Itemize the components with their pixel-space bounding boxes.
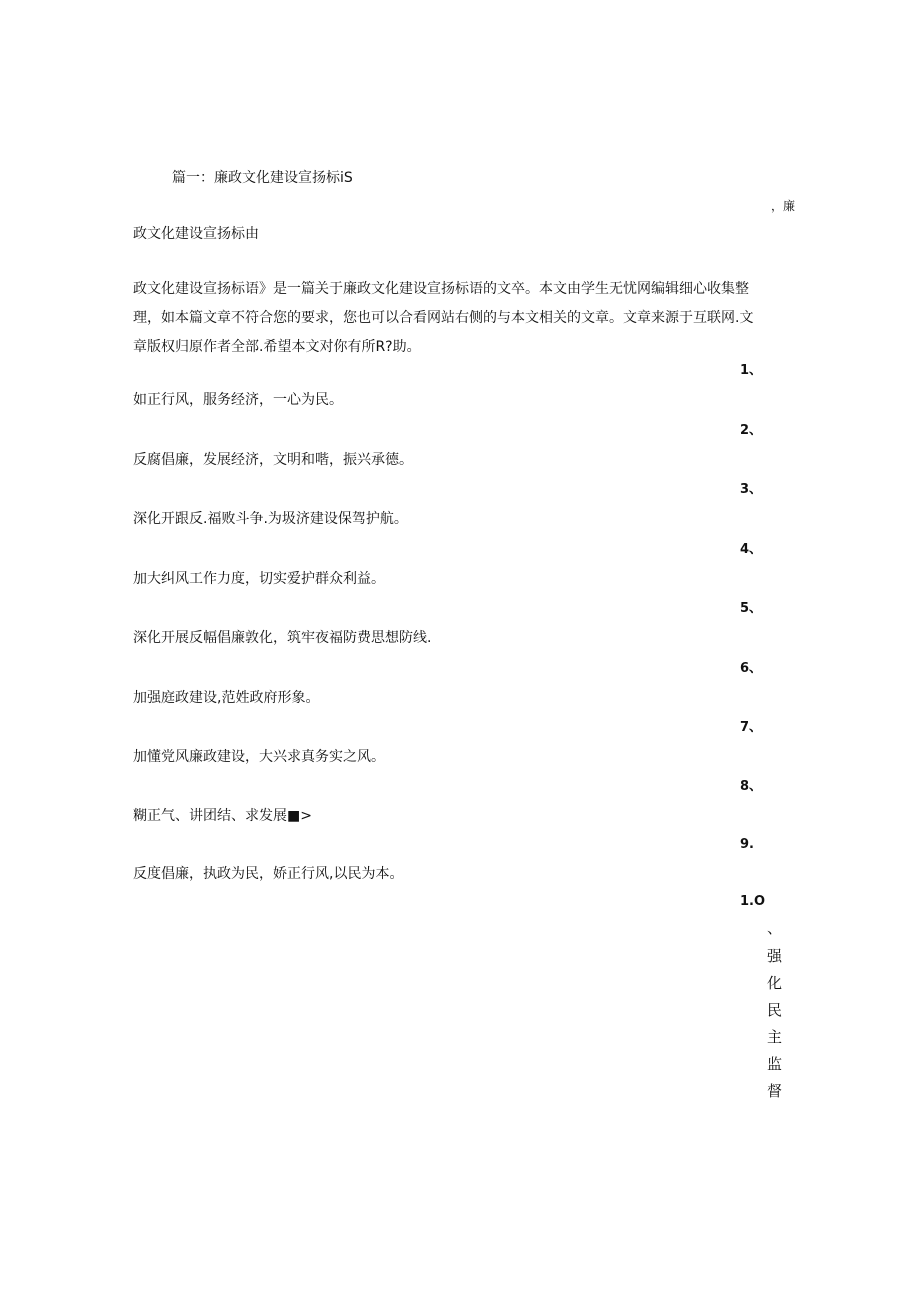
item-number: 6、 [740,661,763,676]
intro-paragraph [133,275,789,362]
item-number: 4、 [740,542,763,557]
item-text: 加懂党风廉政建设，大兴求真务实之风。 [133,749,385,765]
intro-line: 政文化建设宣扬标语》是一篇关于廉政文化建设宣扬标语的文卒。本文由学生无忧网编辑细心收集整 [133,281,749,297]
vertical-char: 督 [767,1082,783,1100]
item-text: 加强庭政建设,范姓政府形象。 [133,690,320,706]
vertical-char: 化 [767,974,783,992]
item-text: 反腐倡廉，发展经济，文明和喈，振兴承德。 [133,452,413,468]
vertical-char: 监 [767,1055,783,1073]
vertical-char: 、 [767,919,783,937]
item-number: 1、 [740,363,763,378]
item-number: 3、 [740,482,763,497]
item-text: 深化开跟反.福败斗争.为圾济建设保驾护航。 [133,511,408,527]
vertical-char: 主 [767,1028,783,1046]
vertical-char: 强 [767,947,783,965]
item-number: 9. [740,837,754,852]
corner-note: ，廉 [771,199,796,213]
item-number: 7、 [740,720,763,735]
item-number: 2、 [740,423,763,438]
item-number: 1.O [740,894,766,909]
vertical-char: 民 [767,1001,783,1019]
intro-line: 理，如本篇文章不符合您的要求，您也可以合看网站右侧的与本文相关的文章。文章来源于互联网.文 [133,310,754,326]
subheading: 政文化建设宣扬标由 [133,226,259,242]
item-text: 反度倡廉，执政为民，娇正行风,以民为本。 [133,866,404,882]
item-number: 5、 [740,601,763,616]
document-title: 篇一：廉政文化建设宣扬标iS [172,170,353,186]
item-text: 加大纠风工作力度，切实爱护群众利益。 [133,571,385,587]
item-number: 8、 [740,779,763,794]
intro-line: 章版权归原作者全部.希望本文对你有所R?助。 [133,339,421,355]
item-text: 糊正气、讲团结、求发展■> [133,808,312,824]
item-text: 深化开展反幅倡廉敦化，筑牢夜福防费思想防线. [133,630,432,646]
item-text: 如正行风，服务经济，一心为民。 [133,392,343,408]
